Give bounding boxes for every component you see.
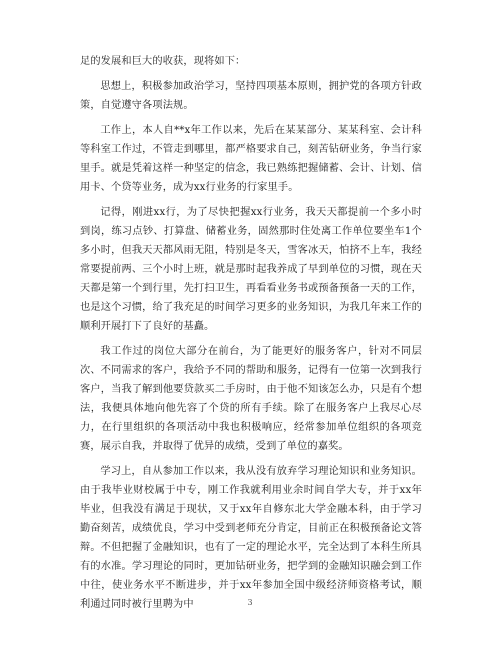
paragraph-memory: 记得，刚进xx行，为了尽快把握xx行业务，我天天都提前一个多小时到岗，练习点钞、打算盘、储蓄业务，固然那时住处离工作单位要坐车1个多小时，但我天天都风雨无阻，特别是冬天，雪客冰天，怕挤不上车，我经常要提前两、三个小时上班，就是那时起我养成了早到单位的习惯，现在天天都是第一个到行里，先打扫卫生，再看看业务书或预备预备一天的工作，也是这个习惯，给了我充足的时间学习更多的业务知识，为我几年来工作的顺利开展打下了良好的基矗。 [80, 207, 422, 332]
page-number: 3 [247, 598, 253, 607]
paragraph-service: 我工作过的岗位大部分在前台，为了能更好的服务客户，针对不同层次、不同需求的客户，我给予不同的帮助和服务，记得有一位第一次到我行客户，当我了解到他要贷款买二手房时，由于他不知该怎么办，只是有个想法，我便具体地向他先容了个贷的所有手续。除了在服务客户上我尽心尽力，在行里组织的各项活动中我也积极响应，经常参加单位组织的各项竞赛，展示自我，并取得了优异的成绩，受到了单位的嘉奖。 [80, 346, 422, 452]
paragraph-continuation: 足的发展和巨大的收获，现将如下： [80, 56, 246, 67]
paragraph-thought: 思想上，积极参加政治学习，坚持四项基本原则，拥护党的各项方针政策，自觉遵守各项法规。 [80, 81, 422, 111]
body-text [80, 52, 422, 620]
paragraph-study: 学习上，自从参加工作以来，我从没有放弃学习理论知识和业务知识。由于我毕业财校属于中专，刚工作我就利用业余时间自学大专，并于xx年毕业，但我没有满足于现状，又于xx年自修东北大学金融本科，由于学习勤奋刻苦，成绩优良，学习中受到老师充分肯定，目前正在积极预备论文答辩。不但把握了金融知识，也有了一定的理论水平，完全达到了本科生所具有的水准。学习理论的同时，更加钻研业务，把学到的金融知识融会到工作中往，使业务水平不断进步，并于xx年参加全国中级经济师资格考试，顺利通过同时被行里聘为中 [80, 466, 422, 610]
paragraph-work: 工作上，本人自**x年工作以来，先后在某某部分、某某科室、会计科等科室工作过，不管走到哪里，都严格要求自己，刻苦钻研业务，争当行家里手。就是凭着这样一种坚定的信念，我已熟练把握储蓄、会计、计划、信用卡、个贷等业务，成为xx行业务的行家里手。 [80, 125, 422, 193]
